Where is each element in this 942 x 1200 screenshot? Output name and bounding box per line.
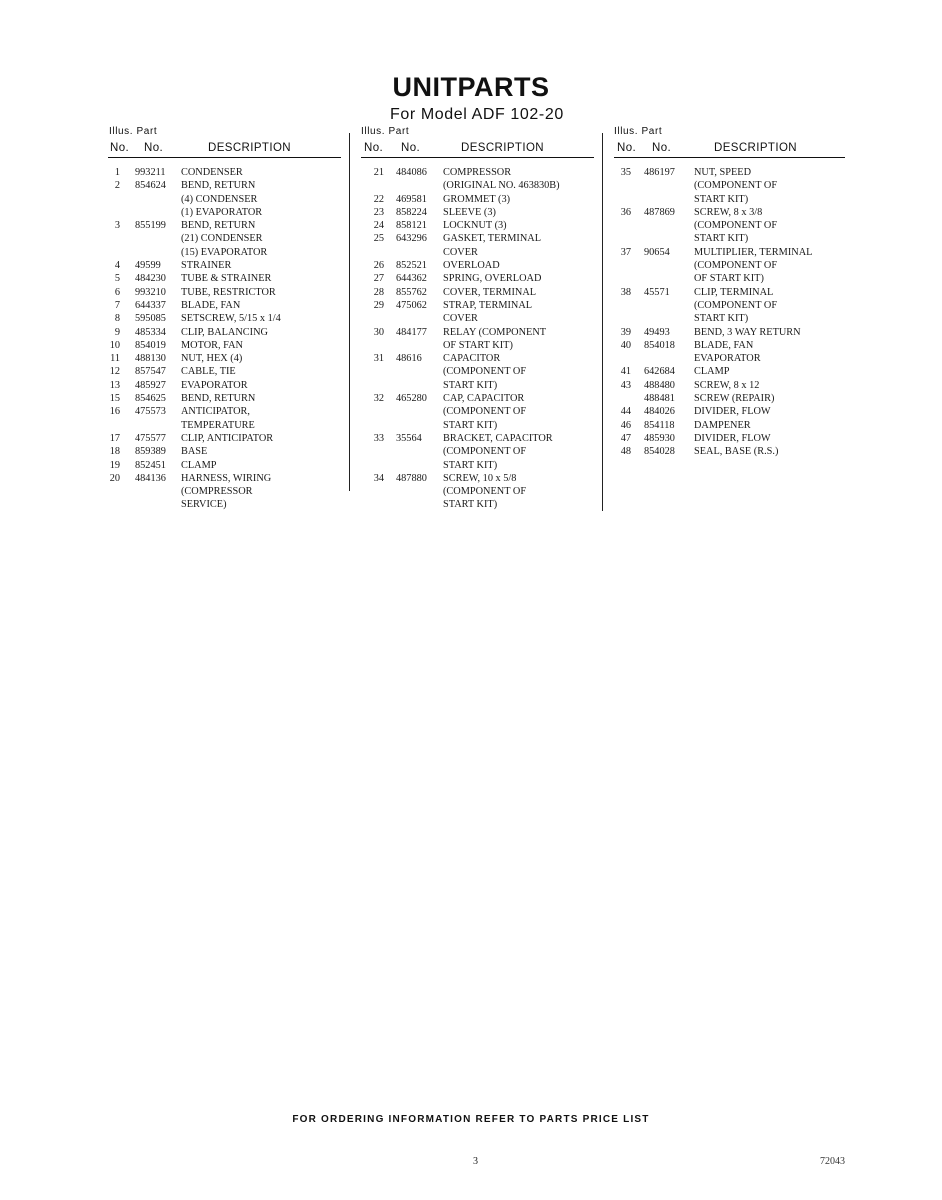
part-description: COMPRESSOR [443, 167, 512, 178]
part-description: START KIT) [694, 193, 749, 205]
part-description: (21) CONDENSER [181, 233, 263, 245]
illus-number: 29 [373, 299, 384, 311]
part-number: 858224 [396, 206, 427, 218]
part-description: RELAY (COMPONENT [443, 326, 547, 338]
part-description: DAMPENER [694, 419, 751, 431]
part-description: CAPACITOR [443, 353, 501, 365]
illus-number: 9 [114, 326, 120, 338]
illus-number: 26 [373, 260, 384, 272]
illus-number: 10 [109, 339, 120, 351]
part-description: CLIP, ANTICIPATOR [181, 432, 274, 444]
illus-number: 4 [114, 260, 120, 272]
part-number: 854624 [135, 180, 166, 192]
part-description: CLAMP [694, 366, 730, 378]
illus-number: 3 [114, 220, 120, 232]
part-description: START KIT) [694, 313, 749, 325]
part-description: (COMPRESSOR [181, 486, 253, 498]
part-number: 484230 [135, 273, 166, 285]
part-description: STRAINER [181, 260, 232, 272]
part-description: CLAMP [181, 459, 217, 471]
part-number: 484026 [644, 406, 675, 418]
part-number: 858121 [396, 220, 427, 232]
part-description: START KIT) [443, 459, 498, 471]
part-description: SCREW, 8 x 12 [694, 379, 760, 391]
illus-number: 35 [620, 167, 631, 178]
illus-number: 31 [373, 353, 384, 365]
illus-number: 46 [620, 419, 631, 431]
part-description: NUT, SPEED [694, 167, 752, 178]
part-description: (COMPONENT OF [694, 299, 778, 311]
part-description: START KIT) [443, 419, 498, 431]
illus-number: 11 [110, 353, 120, 365]
part-number: 855199 [135, 220, 166, 232]
part-description: SCREW, 10 x 5/8 [443, 472, 517, 484]
part-number: 49599 [135, 260, 161, 272]
part-number: 484136 [135, 472, 166, 484]
illus-number: 25 [373, 233, 384, 245]
part-number: 642684 [644, 366, 675, 378]
part-description: SLEEVE (3) [443, 206, 496, 218]
part-number: 488481 [644, 393, 675, 405]
illus-number: 18 [109, 446, 120, 458]
part-description: GASKET, TERMINAL [443, 233, 542, 245]
header-description: DESCRIPTION [208, 142, 291, 154]
part-number: 475573 [135, 406, 166, 418]
illus-number: 6 [114, 286, 120, 298]
illus-number: 21 [373, 167, 384, 178]
part-description: OVERLOAD [443, 260, 500, 272]
header-illus-part: Illus. Part [361, 126, 410, 137]
part-description: OF START KIT) [694, 273, 764, 285]
part-description: HARNESS, WIRING [181, 472, 272, 484]
illus-number: 44 [620, 406, 631, 418]
part-description: (COMPONENT OF [443, 366, 527, 378]
part-description: CLIP, TERMINAL [694, 286, 774, 298]
part-number: 644337 [135, 299, 166, 311]
part-number: 854625 [135, 393, 166, 405]
part-description: START KIT) [443, 499, 498, 511]
illus-number: 15 [109, 393, 120, 405]
illus-number: 33 [373, 432, 384, 444]
illus-number: 7 [114, 299, 120, 311]
column-divider-2 [602, 133, 603, 511]
illus-number: 20 [109, 472, 120, 484]
part-number: 485334 [135, 326, 166, 338]
part-description: OF START KIT) [443, 339, 513, 351]
part-description: SCREW (REPAIR) [694, 393, 775, 405]
part-description: TUBE, RESTRICTOR [181, 286, 276, 298]
illus-number: 13 [109, 379, 120, 391]
illus-number: 36 [620, 206, 631, 218]
part-description: BEND, RETURN [181, 393, 256, 405]
illus-number: 8 [114, 313, 120, 325]
part-description: BLADE, FAN [694, 339, 754, 351]
part-description: (15) EVAPORATOR [181, 246, 268, 258]
part-description: TUBE & STRAINER [181, 273, 272, 285]
header-illus-part: Illus. Part [109, 126, 158, 137]
part-number: 487880 [396, 472, 427, 484]
part-description: MULTIPLIER, TERMINAL [694, 246, 813, 258]
part-description: BEND, RETURN [181, 180, 256, 192]
part-description: (COMPONENT OF [443, 406, 527, 418]
part-description: SEAL, BASE (R.S.) [694, 446, 779, 458]
part-description: COVER, TERMINAL [443, 286, 537, 298]
page-number: 3 [473, 1156, 478, 1167]
page-title: UNITPARTS [392, 72, 550, 102]
part-number: 475062 [396, 299, 427, 311]
part-description: CLIP, BALANCING [181, 326, 268, 338]
part-number: 484086 [396, 167, 427, 178]
part-number: 485927 [135, 379, 166, 391]
part-number: 35564 [396, 432, 422, 444]
illus-number: 41 [620, 366, 631, 378]
part-description: DIVIDER, FLOW [694, 406, 771, 418]
header-description: DESCRIPTION [461, 142, 544, 154]
part-description: ANTICIPATOR, [181, 406, 250, 418]
part-description: (COMPONENT OF [443, 446, 527, 458]
part-description: START KIT) [443, 379, 498, 391]
illus-number: 38 [620, 286, 631, 298]
part-description: NUT, HEX (4) [181, 353, 243, 365]
part-description: BEND, 3 WAY RETURN [694, 326, 801, 338]
part-number: 993210 [135, 286, 166, 298]
part-description: (1) EVAPORATOR [181, 206, 263, 218]
illus-number: 34 [373, 472, 384, 484]
part-description: STRAP, TERMINAL [443, 299, 533, 311]
part-description: CONDENSER [181, 167, 243, 178]
illus-number: 19 [109, 459, 120, 471]
part-number: 488130 [135, 353, 166, 365]
part-number: 854019 [135, 339, 166, 351]
part-description: LOCKNUT (3) [443, 220, 507, 232]
part-number: 595085 [135, 313, 166, 325]
part-number: 90654 [644, 246, 670, 258]
illus-number: 47 [620, 432, 631, 444]
part-number: 854018 [644, 339, 675, 351]
part-number: 993211 [135, 167, 166, 178]
part-description: CAP, CAPACITOR [443, 393, 525, 405]
illus-number: 2 [114, 180, 120, 192]
illus-number: 43 [620, 379, 631, 391]
part-description: SPRING, OVERLOAD [443, 273, 542, 285]
header-rule [361, 157, 594, 158]
part-description: (4) CONDENSER [181, 193, 258, 205]
illus-number: 1 [114, 167, 120, 178]
part-description: BASE [181, 446, 208, 458]
part-description: (COMPONENT OF [443, 486, 527, 498]
part-description: BLADE, FAN [181, 299, 241, 311]
part-number: 852451 [135, 459, 166, 471]
document-code: 72043 [820, 1156, 845, 1167]
part-description: CABLE, TIE [181, 366, 236, 378]
part-description: COVER [443, 246, 478, 258]
part-description: (COMPONENT OF [694, 220, 778, 232]
header-illus-no: No. [110, 142, 130, 154]
illus-number: 16 [109, 406, 120, 418]
part-description: BEND, RETURN [181, 220, 256, 232]
illus-number: 30 [373, 326, 384, 338]
illus-number: 23 [373, 206, 384, 218]
header-rule [108, 157, 341, 158]
part-number: 859389 [135, 446, 166, 458]
illus-number: 39 [620, 326, 631, 338]
part-number: 49493 [644, 326, 670, 338]
illus-number: 5 [114, 273, 120, 285]
part-description: EVAPORATOR [694, 353, 761, 365]
part-description: (COMPONENT OF [694, 260, 778, 272]
part-number: 475577 [135, 432, 166, 444]
part-number: 484177 [396, 326, 427, 338]
illus-number: 12 [109, 366, 120, 378]
ordering-footer: FOR ORDERING INFORMATION REFER TO PARTS PRICE LIST [292, 1114, 650, 1125]
illus-number: 32 [373, 393, 384, 405]
part-description: (ORIGINAL NO. 463830B) [443, 180, 560, 192]
illus-number: 17 [109, 432, 120, 444]
part-description: DIVIDER, FLOW [694, 432, 771, 444]
header-illus-no: No. [617, 142, 637, 154]
illus-number: 48 [620, 446, 631, 458]
header-description: DESCRIPTION [714, 142, 797, 154]
part-description: COVER [443, 313, 478, 325]
part-description: SERVICE) [181, 499, 227, 511]
part-number: 469581 [396, 193, 427, 205]
part-number: 644362 [396, 273, 427, 285]
part-description: MOTOR, FAN [181, 339, 243, 351]
illus-number: 27 [373, 273, 384, 285]
header-part-no: No. [401, 142, 421, 154]
column-divider-1 [349, 133, 350, 491]
part-description: TEMPERATURE [181, 419, 255, 431]
part-number: 855762 [396, 286, 427, 298]
part-number: 45571 [644, 286, 670, 298]
part-number: 857547 [135, 366, 166, 378]
header-part-no: No. [144, 142, 164, 154]
header-part-no: No. [652, 142, 672, 154]
header-rule [614, 157, 845, 158]
model-subtitle: For Model ADF 102-20 [390, 106, 564, 123]
illus-number: 28 [373, 286, 384, 298]
illus-number: 22 [373, 193, 384, 205]
part-number: 488480 [644, 379, 675, 391]
part-description: SETSCREW, 5/15 x 1/4 [181, 313, 281, 325]
part-number: 486197 [644, 167, 675, 178]
part-description: GROMMET (3) [443, 193, 511, 205]
part-description: START KIT) [694, 233, 749, 245]
part-number: 487869 [644, 206, 675, 218]
illus-number: 24 [373, 220, 384, 232]
part-number: 48616 [396, 353, 422, 365]
header-illus-part: Illus. Part [614, 126, 663, 137]
part-description: BRACKET, CAPACITOR [443, 432, 553, 444]
part-number: 854118 [644, 419, 675, 431]
part-description: (COMPONENT OF [694, 180, 778, 192]
illus-number: 40 [620, 339, 631, 351]
part-number: 465280 [396, 393, 427, 405]
part-description: EVAPORATOR [181, 379, 248, 391]
header-illus-no: No. [364, 142, 384, 154]
part-number: 643296 [396, 233, 427, 245]
part-description: SCREW, 8 x 3/8 [694, 206, 763, 218]
part-number: 854028 [644, 446, 675, 458]
part-number: 852521 [396, 260, 427, 272]
part-number: 485930 [644, 432, 675, 444]
illus-number: 37 [620, 246, 631, 258]
